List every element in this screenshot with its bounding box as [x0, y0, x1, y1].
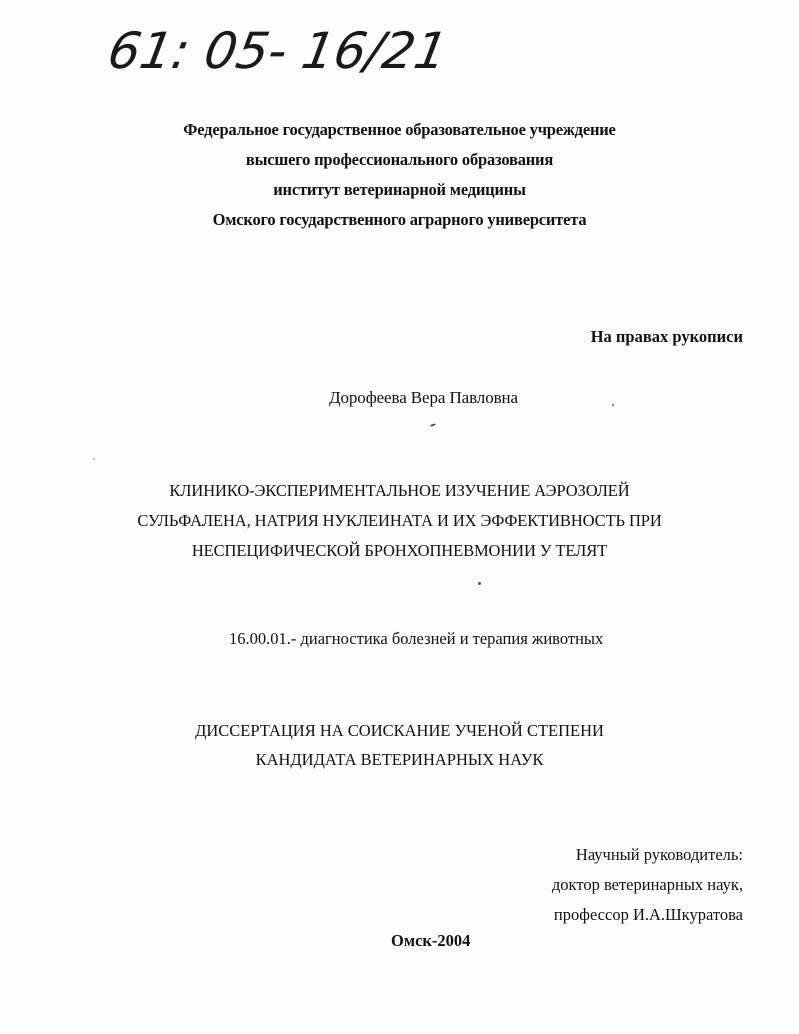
- handwritten-number-graphic: [103, 10, 452, 82]
- city-year: Омск-2004: [391, 931, 471, 950]
- organization-block: [0, 115, 799, 235]
- organization-line: Омского государственного аграрного университета: [212, 210, 587, 229]
- scan-speck: [430, 423, 436, 427]
- supervisor-line: профессор И.А.Шкуратова: [553, 905, 743, 924]
- supervisor-block: [552, 840, 743, 930]
- degree-block: [0, 716, 799, 774]
- author-name: Дорофеева Вера Павловна: [329, 388, 518, 407]
- supervisor-line: доктор ветеринарных наук,: [551, 875, 743, 894]
- supervisor-line: Научный руководитель:: [575, 845, 743, 864]
- organization-line: Федеральное государственное образовательное учреждение: [183, 120, 616, 139]
- degree-line: ДИССЕРТАЦИЯ НА СОИСКАНИЕ УЧЕНОЙ СТЕПЕНИ: [195, 721, 604, 740]
- scan-speck: [93, 458, 95, 460]
- manuscript-note: На правах рукописи: [590, 327, 743, 346]
- title-line: СУЛЬФАЛЕНА, НАТРИЯ НУКЛЕИНАТА И ИХ ЭФФЕКТИВНОСТЬ ПРИ: [137, 511, 662, 530]
- dissertation-title: [0, 476, 799, 566]
- scan-speck: [612, 404, 614, 406]
- organization-line: высшего профессионального образования: [245, 150, 554, 169]
- organization-line: институт ветеринарной медицины: [273, 180, 526, 199]
- title-line: КЛИНИКО-ЭКСПЕРИМЕНТАЛЬНОЕ ИЗУЧЕНИЕ АЭРОЗОЛЕЙ: [169, 481, 630, 500]
- scan-speck: [478, 582, 481, 585]
- handwritten-archive-number: [103, 10, 452, 82]
- specialty-code: 16.00.01.- диагностика болезней и терапия животных: [229, 629, 604, 648]
- handwritten-number-text: 61: 05- 16/21: [103, 21, 452, 80]
- title-line: НЕСПЕЦИФИЧЕСКОЙ БРОНХОПНЕВМОНИИ У ТЕЛЯТ: [191, 541, 608, 560]
- degree-line: КАНДИДАТА ВЕТЕРИНАРНЫХ НАУК: [255, 750, 544, 769]
